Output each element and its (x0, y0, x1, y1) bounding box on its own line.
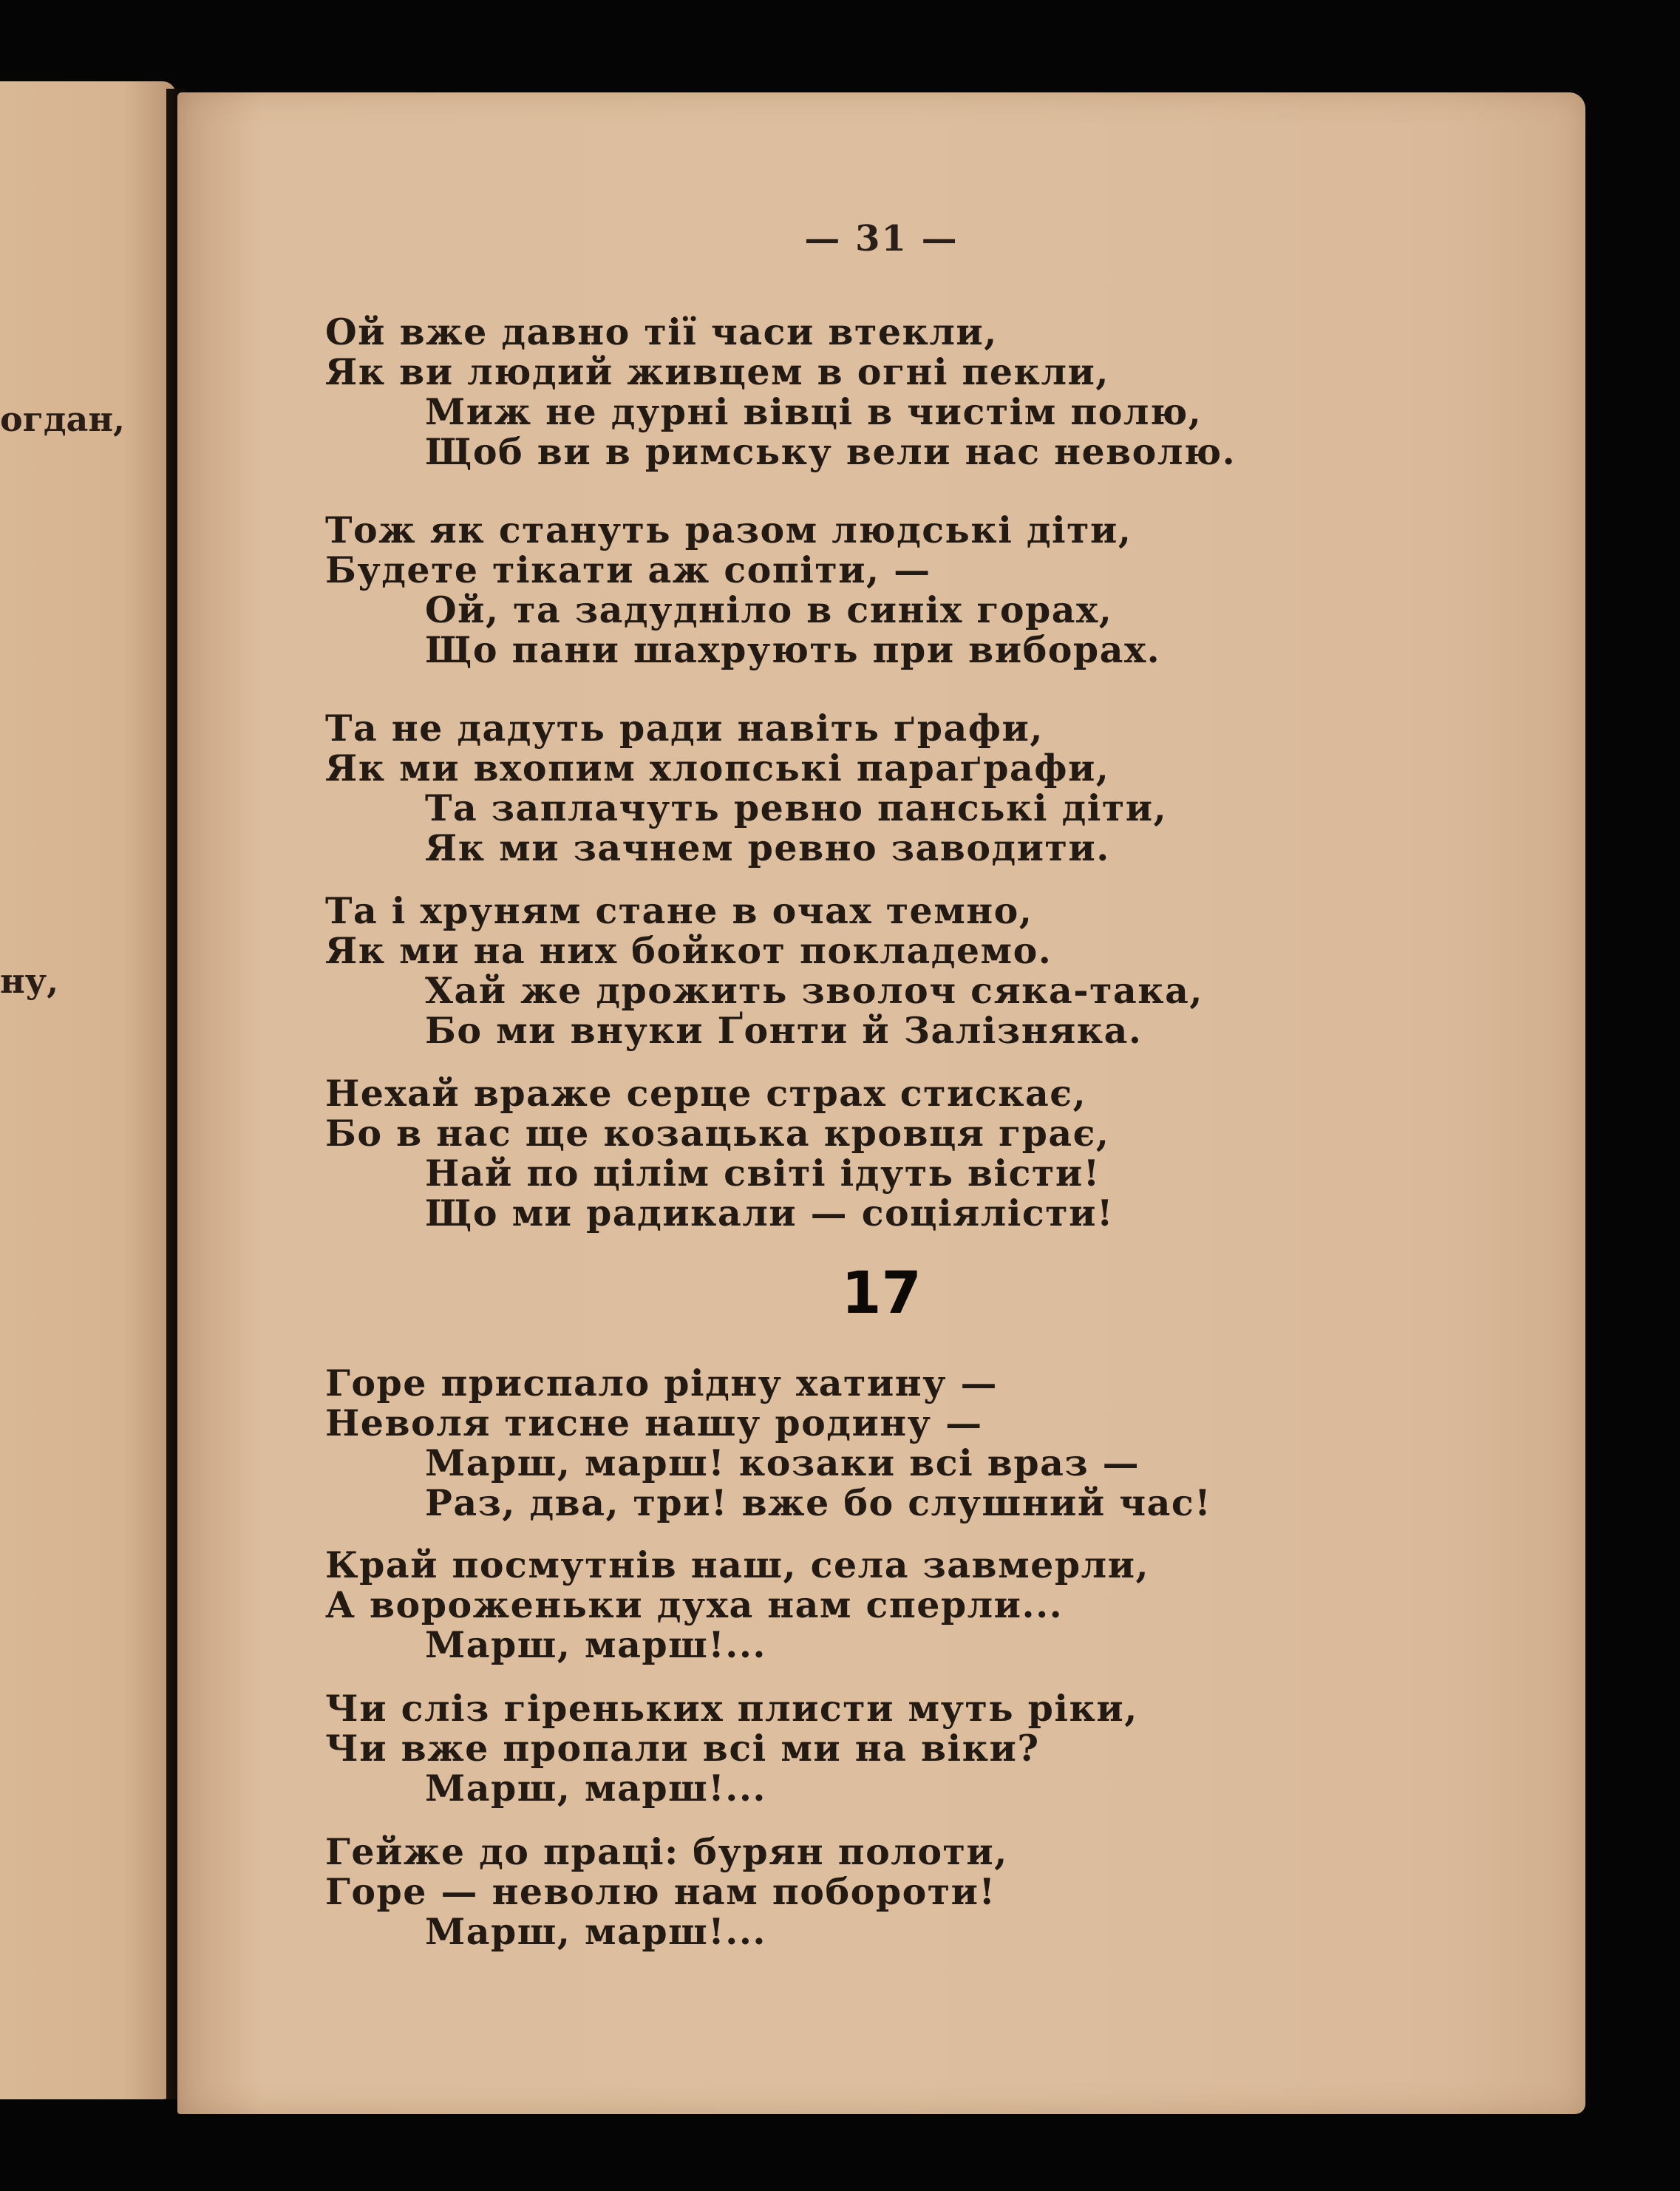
poem-line: Та заплачуть ревно панські діти, (425, 787, 1168, 829)
poem-line: Горе — неволю нам побороти! (325, 1870, 996, 1913)
poem-line: Неволя тисне нашу родину — (325, 1402, 983, 1444)
poem-line: Марш, марш!... (425, 1910, 766, 1953)
poem-line: Як ви людий живцем в огні пекли, (325, 350, 1109, 393)
poem-line: Ой вже давно тії часи втекли, (325, 310, 998, 353)
left-page-text-fragment: огдан, (0, 399, 126, 439)
poem-line: Марш, марш!... (425, 1767, 766, 1810)
poem-line: Край посмутнів наш, села завмерли, (325, 1543, 1150, 1586)
poem-line: Щоб ви в римську вели нас неволю. (425, 430, 1237, 473)
poem-line: Що пани шахрують при виборах. (425, 628, 1161, 671)
poem-line: А вороженьки духа нам сперли... (325, 1583, 1064, 1626)
poem-line: Раз, два, три! вже бо слушний час! (425, 1481, 1212, 1524)
poem-line: Марш, марш!... (425, 1623, 766, 1666)
right-page (177, 92, 1585, 2114)
poem-line: Нехай враже серце страх стискає, (325, 1072, 1087, 1115)
poem-line: Будете тікати аж сопіти, — (325, 548, 931, 591)
poem-line: Миж не дурні вівці в чистім полю, (425, 390, 1203, 433)
poem-line: Ой, та задудніло в синіх горах, (425, 588, 1113, 631)
poem-line: Тож як стануть разом людські діти, (325, 509, 1132, 551)
poem-line: Як ми на них бойкот покладемо. (325, 929, 1052, 972)
poem-line: Марш, марш! козаки всі враз — (425, 1441, 1140, 1484)
poem-line: Бо в нас ще козацька кровця грає, (325, 1112, 1110, 1155)
poem-line: Чи сліз гіреньких плисти муть ріки, (325, 1687, 1138, 1730)
left-page-text-fragment: ну, (0, 961, 59, 1001)
poem-line: Як ми вхопим хлопські параґрафи, (325, 747, 1110, 789)
poem-line: Як ми зачнем ревно заводити. (425, 826, 1110, 869)
poem-line: Та і хруням стане в очах темно, (325, 889, 1033, 932)
poem-line: Най по цілім світі ідуть вісти! (425, 1152, 1101, 1195)
section-number: 17 (841, 1260, 922, 1327)
poem-line: Чи вже пропали всі ми на віки? (325, 1727, 1040, 1770)
poem-line: Горе приспало рідну хатину — (325, 1362, 999, 1404)
poem-line: Бо ми внуки Ґонти й Залізняка. (425, 1009, 1143, 1052)
poem-line: Що ми радикали — соціялісти! (425, 1192, 1114, 1234)
poem-line: Гейже до праці: бурян полоти, (325, 1830, 1008, 1873)
left-page (0, 81, 176, 2099)
poem-line: Хай же дрожить зволоч сяка-така, (425, 969, 1203, 1012)
page-number: — 31 — (804, 218, 959, 259)
poem-line: Та не дадуть ради навіть ґрафи, (325, 707, 1044, 750)
